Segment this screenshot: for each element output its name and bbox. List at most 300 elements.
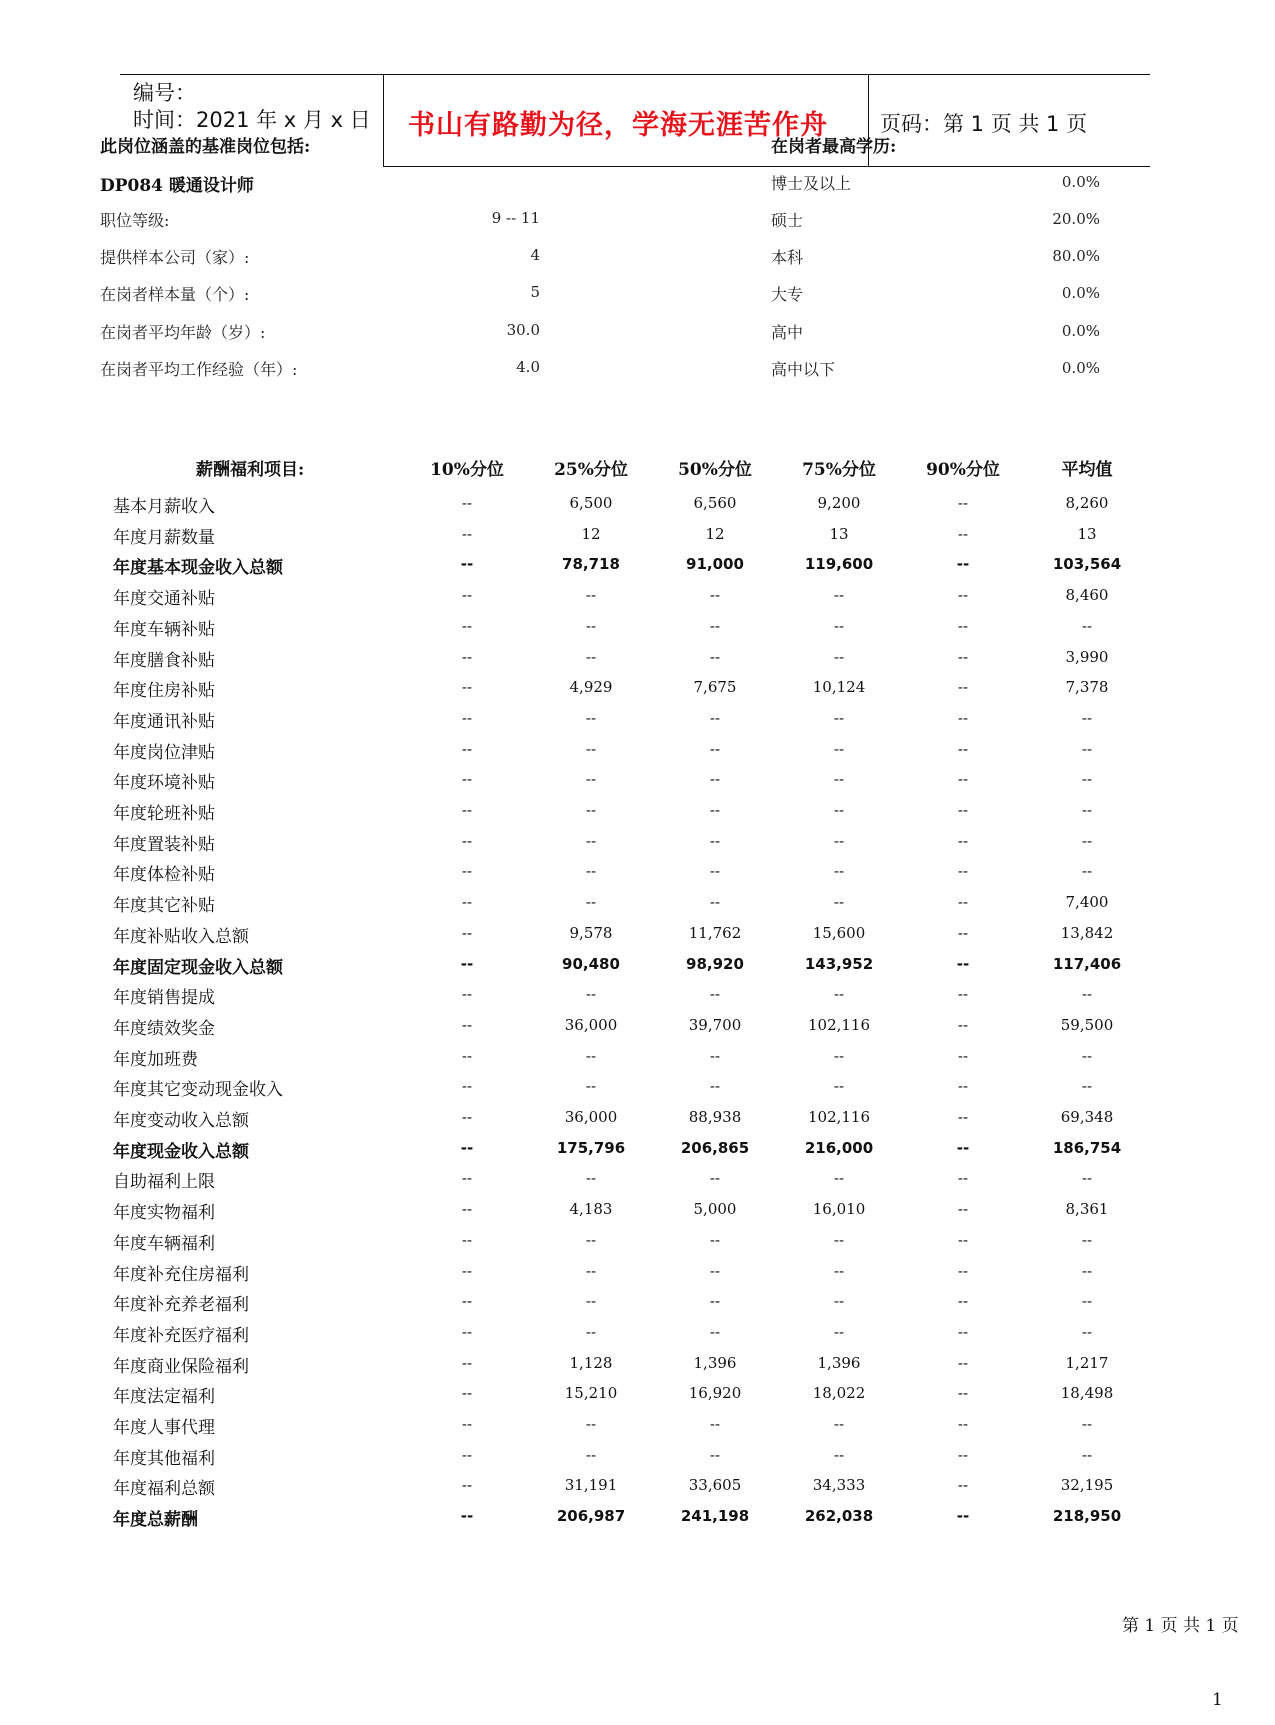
row-value: 13 xyxy=(829,525,849,543)
education-value: 0.0% xyxy=(1061,359,1100,377)
row-value: 69,348 xyxy=(1060,1108,1114,1126)
row-value: -- xyxy=(957,1384,969,1402)
row-label: 年度岗位津贴 xyxy=(113,743,215,763)
row-value: 5,000 xyxy=(693,1200,737,1218)
row-value: -- xyxy=(709,770,721,788)
table-row xyxy=(0,738,1275,768)
info-label-avg-age: 在岗者平均年龄（岁）: xyxy=(100,323,266,342)
table-row xyxy=(0,676,1275,706)
row-value: -- xyxy=(1081,1231,1093,1249)
row-value: -- xyxy=(461,740,473,758)
row-value: 262,038 xyxy=(804,1507,874,1525)
row-value: -- xyxy=(709,586,721,604)
row-value: 7,400 xyxy=(1065,893,1109,911)
table-row xyxy=(0,860,1275,890)
row-value: -- xyxy=(461,801,473,819)
row-label: 年度膳食补贴 xyxy=(113,651,215,671)
row-value: 39,700 xyxy=(688,1016,742,1034)
footer-page-number: 1 xyxy=(1212,1690,1223,1710)
row-value: -- xyxy=(1081,709,1093,727)
row-value: 1,128 xyxy=(569,1354,613,1372)
table-row xyxy=(0,891,1275,921)
row-value: -- xyxy=(460,555,474,573)
row-value: -- xyxy=(461,586,473,604)
row-value: -- xyxy=(957,678,969,696)
row-value: 119,600 xyxy=(804,555,874,573)
row-value: -- xyxy=(709,801,721,819)
row-value: -- xyxy=(957,648,969,666)
row-value: -- xyxy=(461,985,473,1003)
row-value: -- xyxy=(1081,1262,1093,1280)
row-label: 年度法定福利 xyxy=(113,1387,215,1407)
education-value: 80.0% xyxy=(1052,247,1100,265)
row-value: -- xyxy=(957,1323,969,1341)
row-label: 年度绩效奖金 xyxy=(113,1019,215,1039)
row-value: -- xyxy=(585,586,597,604)
row-value: -- xyxy=(1081,1415,1093,1433)
row-value: -- xyxy=(585,648,597,666)
info-label-companies: 提供样本公司（家）: xyxy=(100,248,250,267)
row-value: 88,938 xyxy=(688,1108,742,1126)
row-value: -- xyxy=(957,801,969,819)
table-row xyxy=(0,584,1275,614)
row-value: -- xyxy=(709,1231,721,1249)
serial-label: 编号： xyxy=(133,81,196,105)
education-label: 硕士 xyxy=(771,211,804,230)
table-row xyxy=(0,1505,1275,1535)
row-value: 175,796 xyxy=(556,1139,626,1157)
row-value: -- xyxy=(585,740,597,758)
row-value: 117,406 xyxy=(1052,955,1122,973)
row-value: -- xyxy=(957,1047,969,1065)
row-value: 103,564 xyxy=(1052,555,1122,573)
table-row xyxy=(0,1075,1275,1105)
table-row xyxy=(0,646,1275,676)
table-row xyxy=(0,922,1275,952)
row-value: 102,116 xyxy=(807,1108,871,1126)
row-label: 年度住房补贴 xyxy=(113,681,215,701)
header-average: 平均值 xyxy=(1061,460,1113,480)
scope-label: 此岗位涵盖的基准岗位包括: xyxy=(100,137,311,157)
row-value: 34,333 xyxy=(812,1476,866,1494)
header-top-rule xyxy=(120,74,1150,75)
row-value: -- xyxy=(461,494,473,512)
footer-page-text: 第 1 页 共 1 页 xyxy=(1122,1616,1239,1636)
row-value: -- xyxy=(461,1476,473,1494)
row-value: -- xyxy=(957,1016,969,1034)
info-label-grade: 职位等级: xyxy=(100,211,170,230)
row-value: -- xyxy=(1081,770,1093,788)
row-value: 218,950 xyxy=(1052,1507,1122,1525)
row-value: -- xyxy=(461,1200,473,1218)
row-value: 1,396 xyxy=(693,1354,737,1372)
row-value: 206,987 xyxy=(556,1507,626,1525)
row-value: -- xyxy=(1081,617,1093,635)
info-value-sample-size: 5 xyxy=(530,283,540,301)
table-row xyxy=(0,830,1275,860)
row-value: 1,396 xyxy=(817,1354,861,1372)
row-value: -- xyxy=(461,924,473,942)
row-value: -- xyxy=(833,1077,845,1095)
row-value: 15,210 xyxy=(564,1384,618,1402)
row-value: 8,361 xyxy=(1065,1200,1109,1218)
row-value: 8,260 xyxy=(1065,494,1109,512)
header-bottom-rule xyxy=(383,166,1150,167)
table-row xyxy=(0,768,1275,798)
row-value: -- xyxy=(709,709,721,727)
row-value: -- xyxy=(957,586,969,604)
header-p90: 90%分位 xyxy=(926,460,1000,480)
row-label: 年度基本现金收入总额 xyxy=(113,558,283,578)
row-label: 年度体检补贴 xyxy=(113,865,215,885)
row-value: -- xyxy=(585,985,597,1003)
table-row xyxy=(0,1474,1275,1504)
row-value: -- xyxy=(461,1354,473,1372)
table-row xyxy=(0,799,1275,829)
row-value: 78,718 xyxy=(562,555,620,573)
header-item: 薪酬福利项目: xyxy=(196,460,305,480)
row-label: 基本月薪收入 xyxy=(113,497,215,517)
info-value-avg-experience: 4.0 xyxy=(516,358,540,376)
row-value: 90,480 xyxy=(562,955,620,973)
table-row xyxy=(0,1413,1275,1443)
row-label: 年度销售提成 xyxy=(113,988,215,1008)
row-value: -- xyxy=(461,678,473,696)
row-value: 4,183 xyxy=(569,1200,613,1218)
row-value: -- xyxy=(833,1262,845,1280)
row-value: -- xyxy=(709,985,721,1003)
table-row xyxy=(0,1229,1275,1259)
row-value: -- xyxy=(957,494,969,512)
motto: 书山有路勤为径，学海无涯苦作舟 xyxy=(408,110,828,141)
row-label: 年度现金收入总额 xyxy=(113,1142,249,1162)
row-value: -- xyxy=(709,648,721,666)
row-value: 206,865 xyxy=(680,1139,750,1157)
row-value: -- xyxy=(709,617,721,635)
row-value: 6,500 xyxy=(569,494,613,512)
table-row xyxy=(0,492,1275,522)
row-value: -- xyxy=(833,740,845,758)
row-label: 年度通讯补贴 xyxy=(113,712,215,732)
row-value: -- xyxy=(461,1292,473,1310)
row-value: 32,195 xyxy=(1060,1476,1114,1494)
row-value: -- xyxy=(1081,740,1093,758)
row-value: -- xyxy=(461,832,473,850)
row-label: 自助福利上限 xyxy=(113,1172,215,1192)
row-value: -- xyxy=(709,740,721,758)
row-value: -- xyxy=(461,1231,473,1249)
info-label-sample-size: 在岗者样本量（个）: xyxy=(100,285,250,304)
row-value: -- xyxy=(1081,985,1093,1003)
row-value: -- xyxy=(461,770,473,788)
row-value: 16,920 xyxy=(688,1384,742,1402)
row-value: -- xyxy=(1081,1047,1093,1065)
table-row xyxy=(0,1137,1275,1167)
row-value: -- xyxy=(585,1047,597,1065)
header-p25: 25%分位 xyxy=(554,460,628,480)
info-value-avg-age: 30.0 xyxy=(506,321,540,339)
row-label: 年度环境补贴 xyxy=(113,773,215,793)
row-value: -- xyxy=(957,893,969,911)
row-value: -- xyxy=(585,770,597,788)
row-value: -- xyxy=(461,1323,473,1341)
table-row xyxy=(0,1014,1275,1044)
row-value: -- xyxy=(709,832,721,850)
row-value: -- xyxy=(585,801,597,819)
table-row xyxy=(0,1321,1275,1351)
row-value: -- xyxy=(957,617,969,635)
row-value: -- xyxy=(709,1415,721,1433)
row-value: -- xyxy=(1081,862,1093,880)
row-value: -- xyxy=(461,1384,473,1402)
row-value: 12 xyxy=(581,525,601,543)
table-row xyxy=(0,1198,1275,1228)
row-value: -- xyxy=(833,1231,845,1249)
row-value: -- xyxy=(585,617,597,635)
row-value: -- xyxy=(833,1323,845,1341)
row-value: -- xyxy=(461,1016,473,1034)
row-value: -- xyxy=(957,740,969,758)
row-value: -- xyxy=(957,1200,969,1218)
row-value: 6,560 xyxy=(693,494,737,512)
row-value: -- xyxy=(709,1262,721,1280)
row-value: -- xyxy=(461,1047,473,1065)
row-value: -- xyxy=(461,1262,473,1280)
info-value-companies: 4 xyxy=(530,246,540,264)
education-label: 大专 xyxy=(771,285,804,304)
page-info: 页码：第 1 页 共 1 页 xyxy=(880,112,1088,136)
table-row xyxy=(0,523,1275,553)
row-value: -- xyxy=(585,1323,597,1341)
row-value: -- xyxy=(460,1507,474,1525)
row-value: 18,498 xyxy=(1060,1384,1114,1402)
row-value: -- xyxy=(585,1262,597,1280)
row-value: -- xyxy=(833,1446,845,1464)
row-value: -- xyxy=(957,924,969,942)
row-value: 186,754 xyxy=(1052,1139,1122,1157)
table-row xyxy=(0,1045,1275,1075)
row-label: 年度其它补贴 xyxy=(113,896,215,916)
row-value: -- xyxy=(957,770,969,788)
row-value: -- xyxy=(957,1354,969,1372)
row-value: -- xyxy=(1081,1323,1093,1341)
row-value: 4,929 xyxy=(569,678,613,696)
row-label: 年度固定现金收入总额 xyxy=(113,958,283,978)
table-row xyxy=(0,707,1275,737)
row-value: -- xyxy=(833,1169,845,1187)
row-value: 18,022 xyxy=(812,1384,866,1402)
row-value: 1,217 xyxy=(1065,1354,1109,1372)
row-value: 33,605 xyxy=(688,1476,742,1494)
row-value: -- xyxy=(956,955,970,973)
info-label-avg-experience: 在岗者平均工作经验（年）: xyxy=(100,360,298,379)
row-label: 年度加班费 xyxy=(113,1050,198,1070)
education-label: 高中 xyxy=(771,323,804,342)
education-value: 0.0% xyxy=(1061,284,1100,302)
info-value-grade: 9 -- 11 xyxy=(491,209,540,227)
header-divider-left xyxy=(383,74,384,166)
row-value: -- xyxy=(957,1231,969,1249)
row-value: 15,600 xyxy=(812,924,866,942)
row-value: 9,578 xyxy=(569,924,613,942)
table-row xyxy=(0,615,1275,645)
education-label: 高中以下 xyxy=(771,360,836,379)
table-row xyxy=(0,1167,1275,1197)
row-value: 7,675 xyxy=(693,678,737,696)
row-label: 年度补贴收入总额 xyxy=(113,927,249,947)
row-label: 年度补充养老福利 xyxy=(113,1295,249,1315)
row-value: 36,000 xyxy=(564,1016,618,1034)
row-value: -- xyxy=(1081,1292,1093,1310)
row-label: 年度月薪数量 xyxy=(113,528,215,548)
header-p50: 50%分位 xyxy=(678,460,752,480)
table-row xyxy=(0,553,1275,583)
education-label: 本科 xyxy=(771,248,804,267)
row-value: 31,191 xyxy=(564,1476,618,1494)
row-value: -- xyxy=(957,832,969,850)
row-value: 102,116 xyxy=(807,1016,871,1034)
row-value: 12 xyxy=(705,525,725,543)
row-value: 59,500 xyxy=(1060,1016,1114,1034)
row-value: -- xyxy=(585,709,597,727)
row-value: 241,198 xyxy=(680,1507,750,1525)
header-p75: 75%分位 xyxy=(802,460,876,480)
row-label: 年度变动收入总额 xyxy=(113,1111,249,1131)
row-value: 11,762 xyxy=(688,924,742,942)
row-value: -- xyxy=(709,1077,721,1095)
row-value: 10,124 xyxy=(812,678,866,696)
table-row xyxy=(0,953,1275,983)
row-value: -- xyxy=(461,648,473,666)
row-value: -- xyxy=(461,709,473,727)
row-value: -- xyxy=(709,862,721,880)
row-value: -- xyxy=(461,525,473,543)
row-value: -- xyxy=(957,1476,969,1494)
row-label: 年度其他福利 xyxy=(113,1449,215,1469)
row-value: -- xyxy=(956,555,970,573)
education-value: 0.0% xyxy=(1061,173,1100,191)
education-value: 20.0% xyxy=(1052,210,1100,228)
row-value: -- xyxy=(957,525,969,543)
row-value: -- xyxy=(461,862,473,880)
education-label: 博士及以上 xyxy=(771,174,852,193)
row-value: 143,952 xyxy=(804,955,874,973)
row-value: -- xyxy=(957,709,969,727)
row-value: -- xyxy=(833,770,845,788)
row-value: -- xyxy=(833,648,845,666)
row-value: -- xyxy=(833,832,845,850)
row-label: 年度其它变动现金收入 xyxy=(113,1080,283,1100)
row-value: -- xyxy=(957,1077,969,1095)
row-value: -- xyxy=(957,1169,969,1187)
row-value: -- xyxy=(1081,1446,1093,1464)
row-value: -- xyxy=(833,985,845,1003)
row-value: -- xyxy=(1081,801,1093,819)
row-label: 年度交通补贴 xyxy=(113,589,215,609)
row-value: 16,010 xyxy=(812,1200,866,1218)
row-value: -- xyxy=(585,1231,597,1249)
row-value: -- xyxy=(833,586,845,604)
education-title: 在岗者最高学历: xyxy=(771,137,897,157)
row-value: -- xyxy=(833,893,845,911)
row-value: -- xyxy=(709,1047,721,1065)
row-value: -- xyxy=(1081,1169,1093,1187)
row-label: 年度补充住房福利 xyxy=(113,1265,249,1285)
row-value: -- xyxy=(585,1446,597,1464)
row-value: -- xyxy=(833,862,845,880)
row-value: -- xyxy=(957,862,969,880)
row-value: -- xyxy=(709,1323,721,1341)
row-value: -- xyxy=(585,893,597,911)
row-label: 年度实物福利 xyxy=(113,1203,215,1223)
row-value: -- xyxy=(833,801,845,819)
row-value: -- xyxy=(585,1415,597,1433)
row-value: 3,990 xyxy=(1065,648,1109,666)
row-value: -- xyxy=(585,1292,597,1310)
row-value: -- xyxy=(461,1415,473,1433)
row-value: 7,378 xyxy=(1065,678,1109,696)
row-value: -- xyxy=(1081,832,1093,850)
row-value: 98,920 xyxy=(686,955,744,973)
row-value: -- xyxy=(957,1262,969,1280)
row-value: 8,460 xyxy=(1065,586,1109,604)
table-row xyxy=(0,1352,1275,1382)
row-label: 年度总薪酬 xyxy=(113,1510,198,1530)
row-label: 年度车辆补贴 xyxy=(113,620,215,640)
row-label: 年度商业保险福利 xyxy=(113,1357,249,1377)
row-value: -- xyxy=(833,1415,845,1433)
table-row xyxy=(0,1290,1275,1320)
row-value: 13,842 xyxy=(1060,924,1114,942)
row-value: -- xyxy=(957,985,969,1003)
row-value: -- xyxy=(460,955,474,973)
table-row xyxy=(0,1382,1275,1412)
row-value: 91,000 xyxy=(686,555,744,573)
row-value: -- xyxy=(585,832,597,850)
row-label: 年度人事代理 xyxy=(113,1418,215,1438)
row-value: -- xyxy=(461,1446,473,1464)
header-p10: 10%分位 xyxy=(430,460,504,480)
row-value: -- xyxy=(956,1139,970,1157)
row-value: -- xyxy=(957,1108,969,1126)
row-value: 36,000 xyxy=(564,1108,618,1126)
row-label: 年度福利总额 xyxy=(113,1479,215,1499)
row-label: 年度轮班补贴 xyxy=(113,804,215,824)
row-value: -- xyxy=(461,893,473,911)
row-value: -- xyxy=(1081,1077,1093,1095)
row-value: -- xyxy=(957,1292,969,1310)
table-row xyxy=(0,1106,1275,1136)
row-value: -- xyxy=(709,1446,721,1464)
row-value: -- xyxy=(833,709,845,727)
row-value: -- xyxy=(461,617,473,635)
row-value: 13 xyxy=(1077,525,1097,543)
table-row xyxy=(0,1260,1275,1290)
row-value: -- xyxy=(956,1507,970,1525)
row-value: -- xyxy=(833,1292,845,1310)
row-value: -- xyxy=(957,1415,969,1433)
row-value: -- xyxy=(709,893,721,911)
position-name: DP084 暖通设计师 xyxy=(100,176,254,196)
row-label: 年度车辆福利 xyxy=(113,1234,215,1254)
row-value: -- xyxy=(709,1169,721,1187)
row-label: 年度补充医疗福利 xyxy=(113,1326,249,1346)
row-value: -- xyxy=(460,1139,474,1157)
row-value: -- xyxy=(585,1169,597,1187)
row-value: -- xyxy=(585,862,597,880)
time-label: 时间：2021 年 x 月 x 日 xyxy=(133,108,371,132)
row-value: -- xyxy=(585,1077,597,1095)
